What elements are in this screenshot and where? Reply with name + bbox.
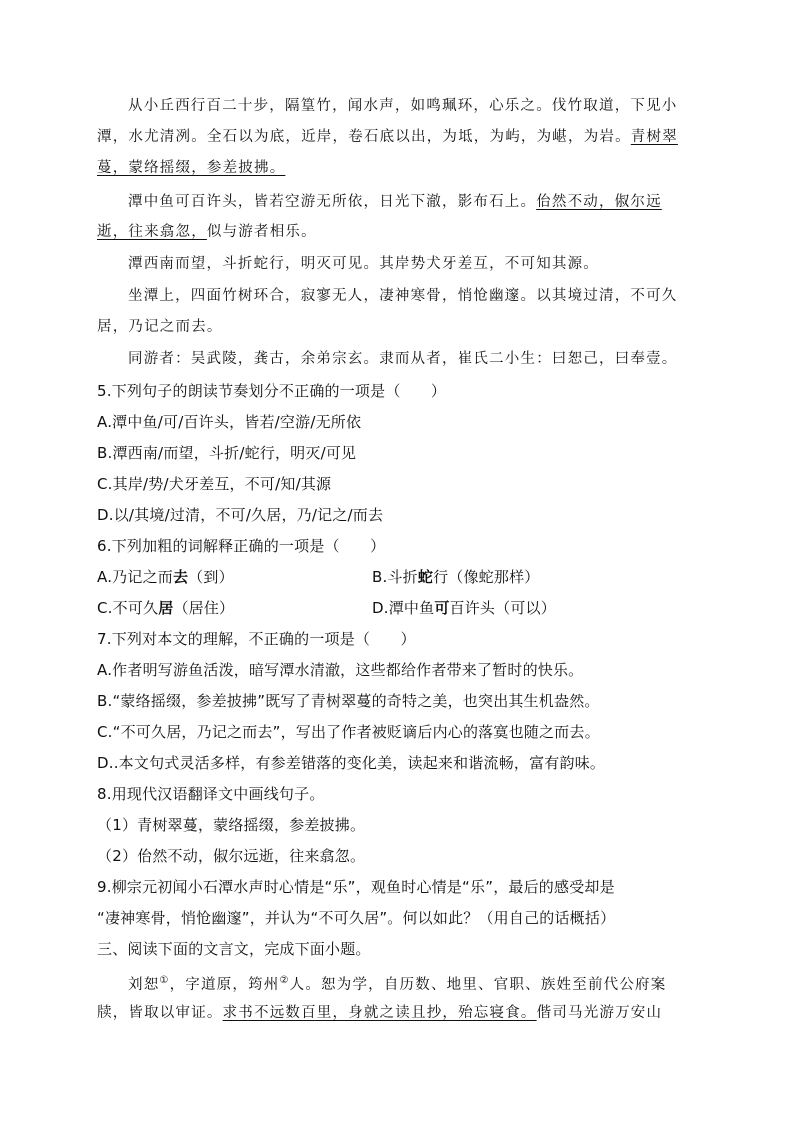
option-b: B.“蒙络摇缀，参差披拂”既写了青树翠蔓的奇特之美，也突出其生机盎然。 — [97, 692, 600, 710]
underlined-sentence: 逝，往来翕忽， — [97, 224, 207, 240]
passage-line — [97, 158, 285, 178]
option-text: B.斗折 — [372, 568, 418, 586]
question-stem: 7.下列对本文的理解，不正确的一项是（ ） — [97, 630, 416, 648]
underlined-sentence: 青树翠 — [630, 129, 678, 145]
passage-text: 潭中鱼可百许头，皆若空游无所依，日光下澈，影布石上。 — [128, 194, 537, 210]
passage-line: 坐潭上，四面竹树环合，寂寥无人，凄神寒骨，悄怆幽邃。以其境过清，不可久 — [128, 288, 678, 304]
translation-item-1: （1）青树翠蔓，蒙络摇缀，参差披拂。 — [97, 816, 366, 834]
option-text: （居住） — [173, 599, 235, 617]
question-stem: 5.下列句子的朗读节奏划分不正确的一项是（ ） — [97, 382, 447, 400]
bold-word: 居 — [158, 599, 174, 617]
option-text: A.乃记之而 — [97, 568, 173, 586]
option-c — [97, 598, 234, 618]
passage-text: 潭，水尤清冽。全石以为底，近岸，卷石底以出，为坻，为屿，为嵁，为岩。 — [97, 129, 631, 145]
option-c: C.其岸/势/犬牙差互，不可/知/其源 — [97, 475, 332, 493]
passage-text: 牍，皆取以审证。 — [97, 1005, 223, 1021]
option-a: A.作者明写游鱼活泼，暗写潭水清澈，这些都给作者带来了暂时的快乐。 — [97, 661, 584, 679]
option-text: D.潭中鱼 — [372, 599, 435, 617]
passage-line — [97, 1003, 662, 1023]
translation-item-2: （2）佁然不动，俶尔远逝，往来翕忽。 — [97, 847, 366, 865]
option-d: D..本文句式灵活多样，有参差错落的变化美，读起来和谐流畅，富有韵味。 — [97, 754, 606, 772]
question-stem-cont: “凄神寒骨，悄怆幽邃”，并认为“不可久居”。何以如此？（用自己的话概括） — [97, 909, 616, 927]
option-text: C.不可久 — [97, 599, 159, 617]
passage-line — [128, 971, 666, 995]
option-a — [97, 567, 234, 587]
section-heading: 三、阅读下面的文言文，完成下面小题。 — [97, 940, 371, 958]
option-text: 百许头（可以） — [449, 599, 556, 617]
question-stem: 6.下列加粗的词解释正确的一项是（ ） — [97, 537, 386, 555]
underlined-sentence: 求书不远数百里，身就之读且抄，殆忘寝食。 — [222, 1005, 537, 1021]
bold-word: 蛇 — [417, 568, 434, 586]
bold-word: 可 — [434, 599, 450, 617]
option-d: D.以/其境/过清，不可/久居，乃/记之/而去 — [97, 506, 384, 524]
option-text: （到） — [188, 568, 234, 586]
underlined-sentence: 佁然不动，俶尔远 — [536, 194, 662, 210]
passage-text: 刘恕 — [128, 976, 160, 993]
option-text: 行（像蛇那样） — [433, 568, 540, 586]
footnote-marker: ② — [279, 975, 290, 986]
passage-line: 同游者：吴武陵，龚古，余弟宗玄。隶而从者，崔氏二小生：曰恕己，曰奉壹。 — [128, 351, 678, 367]
option-b — [372, 567, 539, 587]
passage-line — [97, 127, 678, 147]
passage-line — [97, 222, 317, 242]
question-stem: 8.用现代汉语翻译文中画线句子。 — [97, 785, 325, 803]
passage-text: ，字道原，筠州 — [169, 976, 280, 993]
question-stem: 9.柳宗元初闻小石潭水声时心情是“乐”，观鱼时心情是“乐”，最后的感受却是 — [97, 878, 615, 896]
passage-text: 人。恕为学，自历数、地里、官职、族姓至前代公府案 — [289, 976, 667, 993]
bold-word: 去 — [172, 568, 189, 586]
option-c: C.“不可久居，乃记之而去”，写出了作者被贬谪后内心的落寞也随之而去。 — [97, 723, 600, 741]
passage-line: 居，乃记之而去。 — [97, 319, 223, 335]
option-a: A.潭中鱼/可/百许头，皆若/空游/无所依 — [97, 413, 362, 431]
footnote-marker: ① — [159, 975, 170, 986]
underlined-sentence: 蔓，蒙络摇缀，参差披拂。 — [97, 160, 286, 176]
passage-text: 似与游者相乐。 — [206, 224, 317, 240]
option-b: B.潭西南/而望，斗折/蛇行，明灭/可见 — [97, 444, 357, 462]
passage-line: 从小丘西行百二十步，隔篁竹，闻水声，如鸣珮环，心乐之。伐竹取道，下见小 — [128, 98, 678, 114]
option-d — [372, 598, 556, 618]
passage-line: 潭西南而望，斗折蛇行，明灭可见。其岸势犬牙差互，不可知其源。 — [128, 256, 599, 272]
passage-line — [128, 192, 662, 212]
passage-text: 偕司马光游万安山 — [536, 1005, 663, 1021]
